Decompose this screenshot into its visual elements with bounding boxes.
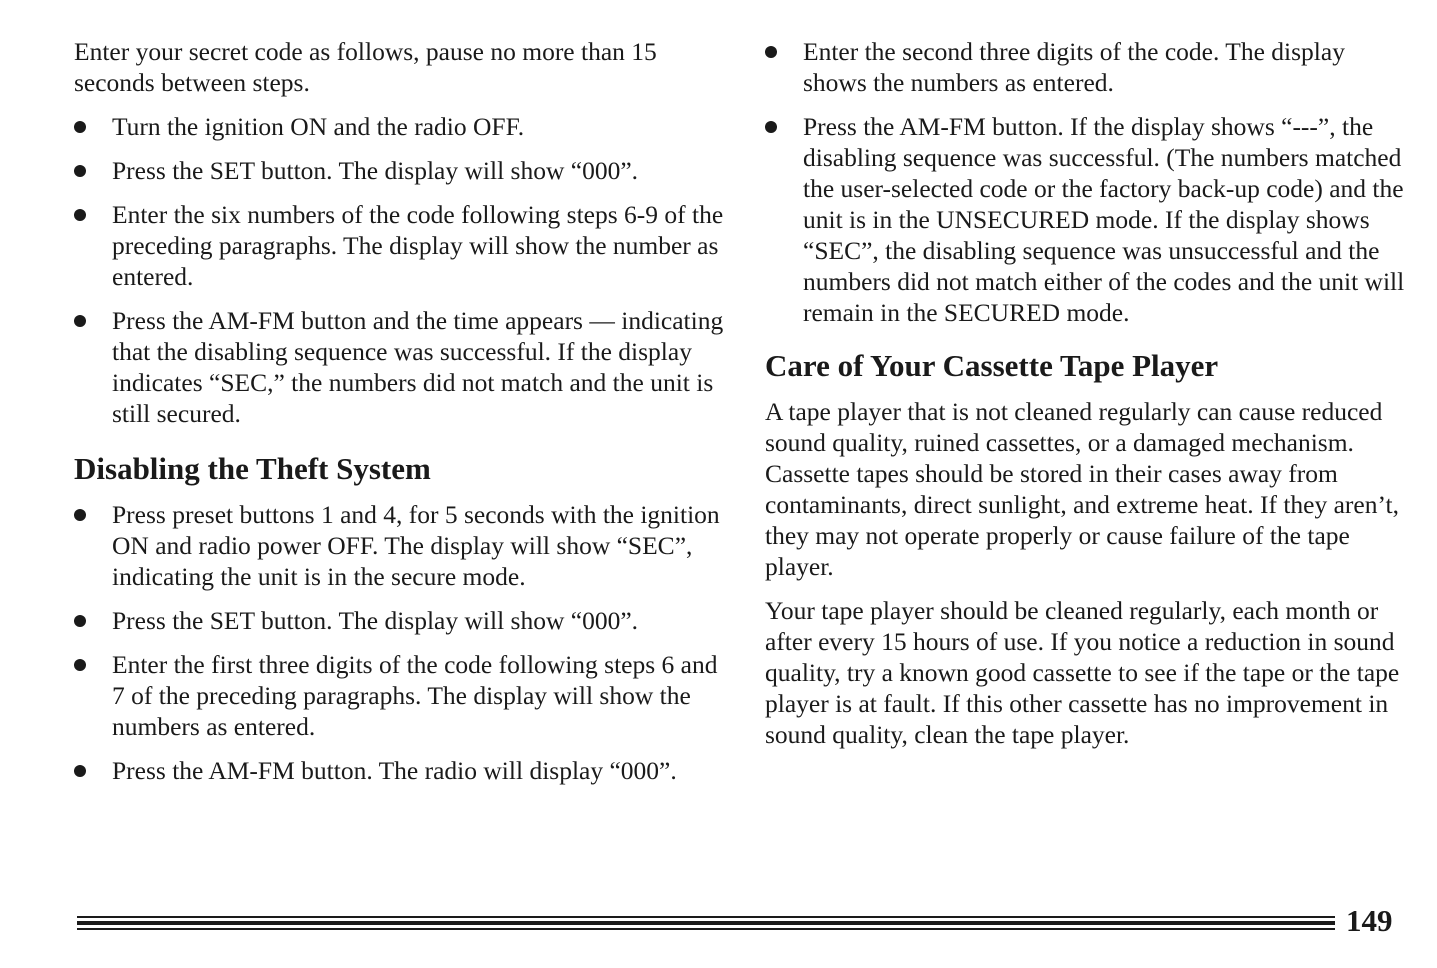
list-item: Enter the six numbers of the code following steps 6-9 of the preceding paragraphs. The display will show the number as entered. xyxy=(74,199,724,292)
bullet-icon xyxy=(74,165,86,177)
list-item: Press preset buttons 1 and 4, for 5 seconds with the ignition ON and radio power OFF. The display will show “SEC”, indicating the unit is in the secure mode. xyxy=(74,499,724,592)
continued-steps xyxy=(765,36,1410,328)
right-column xyxy=(765,36,1410,763)
cassette-care-paragraph-2: Your tape player should be cleaned regularly, each month or after every 15 hours of use. If you notice a reduction in sound quality, try a known good cassette to see if the tape or the tape player is at fault. If this other cassette has no improvement in sound quality, clean the tape player. xyxy=(765,596,1400,749)
list-item: Enter the second three digits of the code. The display shows the numbers as entered. xyxy=(765,36,1410,98)
footer-rule-line xyxy=(77,916,1335,918)
disable-steps xyxy=(74,499,724,786)
enter-code-steps xyxy=(74,111,724,429)
list-item: Press the AM-FM button. The radio will display “000”. xyxy=(74,755,724,786)
cassette-care-paragraph-1: A tape player that is not cleaned regularly can cause reduced sound quality, ruined cassettes, or a damaged mechanism. Cassette tapes should be stored in their cases away from contaminants, direct sunlight, and extreme heat. If they aren’t, they may not operate properly or cause failure of the tape player. xyxy=(765,397,1399,581)
footer-rule-line xyxy=(77,928,1335,930)
list-item: Press the AM-FM button and the time appears — indicating that the disabling sequence was successful. If the display indicates “SEC,” the numbers did not match and the unit is still secured. xyxy=(74,305,724,429)
bullet-icon xyxy=(74,315,86,327)
list-item: Press the SET button. The display will show “000”. xyxy=(74,605,724,636)
list-item: Enter the first three digits of the code following steps 6 and 7 of the preceding paragraphs. The display will show the numbers as entered. xyxy=(74,649,724,742)
section-heading-cassette-care: Care of Your Cassette Tape Player xyxy=(765,348,1219,383)
bullet-icon xyxy=(765,121,777,133)
bullet-icon xyxy=(74,209,86,221)
page-number: 149 xyxy=(1346,903,1393,938)
bullet-icon xyxy=(74,615,86,627)
bullet-icon xyxy=(765,46,777,58)
left-column xyxy=(74,36,724,799)
section-heading-disabling: Disabling the Theft System xyxy=(74,451,431,486)
bullet-icon xyxy=(74,121,86,133)
footer-rule xyxy=(77,916,1335,934)
bullet-icon xyxy=(74,509,86,521)
bullet-icon xyxy=(74,659,86,671)
list-item: Press the SET button. The display will show “000”. xyxy=(74,155,724,186)
list-item: Press the AM-FM button. If the display shows “---”, the disabling sequence was successful. (The numbers matched the user-selected code or the factory back-up code) and the unit is in the UNSECURED mode. If the display shows “SEC”, the disabling sequence was unsuccessful and the numbers did not match either of the codes and the unit will remain in the SECURED mode. xyxy=(765,111,1410,328)
bullet-icon xyxy=(74,765,86,777)
footer-rule-line xyxy=(77,921,1335,925)
intro-paragraph: Enter your secret code as follows, pause no more than 15 seconds between steps. xyxy=(74,37,657,97)
list-item: Turn the ignition ON and the radio OFF. xyxy=(74,111,724,142)
